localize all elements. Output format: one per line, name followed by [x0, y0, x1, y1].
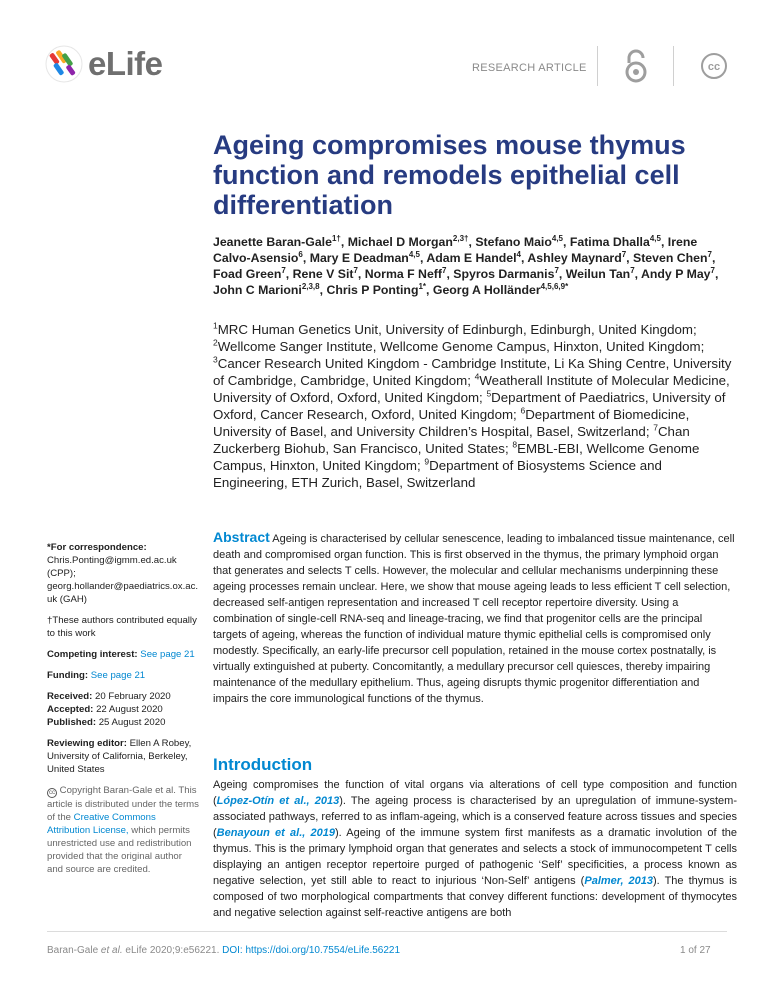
competing-interest [47, 648, 199, 661]
author-affiliation-marker: 7 [441, 265, 447, 275]
author-affiliation-marker: 7 [281, 265, 286, 275]
affiliation-number: 5 [486, 388, 492, 399]
footer-citation-suffix: eLife 2020;9:e56221. [122, 945, 223, 956]
author-name[interactable]: Spyros Darmanis [453, 267, 555, 281]
published-label: Published: [47, 717, 97, 728]
open-access-icon[interactable] [622, 48, 650, 84]
article-title: Ageing compromises mouse thymus function and remodels epithelial cell differentiation [213, 130, 686, 220]
author-name[interactable]: Andy P May [641, 267, 711, 281]
funding-label: Funding: [47, 670, 89, 681]
author-name[interactable]: Adam E Handel [426, 251, 517, 265]
footer-citation-etal: et al. [100, 945, 123, 956]
elife-logo[interactable] [44, 44, 163, 84]
accepted-date: 22 August 2020 [96, 704, 163, 715]
author-name[interactable]: Norma F Neff [364, 267, 442, 281]
author-affiliation-marker: 6 [298, 249, 303, 259]
intro-text-part: ). The ageing process is characterised by an upregulation of immune-system-associated pathways, referred to as inflam-ageing, which is a conserved feature across tissues and species ( [213, 795, 737, 839]
correspondence-block [47, 541, 199, 606]
affiliation-number: 7 [653, 422, 658, 433]
author-affiliation-marker: 4,5 [408, 249, 420, 259]
copyright-notice [47, 784, 199, 876]
author-name[interactable]: Rene V Sit [292, 267, 354, 281]
author-name[interactable]: Weilun Tan [565, 267, 631, 281]
author-affiliation-marker: 7 [707, 249, 712, 259]
doi-link[interactable]: DOI: https://doi.org/10.7554/eLife.56221 [222, 945, 401, 956]
author-affiliation-marker: 2,3,8 [301, 281, 320, 291]
article-info-sidebar [47, 541, 199, 884]
copyright-text-1: Copyright Baran-Gale et al. This article is distributed under the terms of the [47, 785, 199, 823]
author-affiliation-marker: 1* [418, 281, 427, 291]
introduction-text [213, 777, 737, 921]
affiliation-number: 1 [213, 320, 218, 331]
author-affiliation-marker: 7 [554, 265, 559, 275]
author-name[interactable]: Georg A Holländer [432, 283, 541, 297]
author-affiliation-marker: 7 [630, 265, 635, 275]
copyright-text-2: which permits unrestricted use and redistribution provided that the original author and source are credited. [47, 825, 192, 875]
reviewing-editor-name: Ellen A Robey, University of California, Berkeley, United States [47, 738, 192, 775]
author-name[interactable]: Michael D Morgan [347, 235, 453, 249]
author-affiliation-marker: 2,3† [452, 233, 469, 243]
page-number: 1 of 27 [680, 945, 711, 956]
intro-text-part: ). Ageing of the immune system first manifests as a dramatic involution of the thymus. This is the primary lymphoid organ that generates and selects a stock of immunocompetent T cells displaying an antigen receptor repertoire purged of pathogenic ‘Self’ specificities, a process known as negative selection, yet still able to react to injurious ‘Non-Self’ antigens ( [213, 827, 737, 887]
competing-interest-label: Competing interest: [47, 649, 138, 660]
published-date: 25 August 2020 [98, 717, 166, 728]
received-date: 20 February 2020 [95, 691, 171, 702]
header-divider [597, 46, 598, 86]
copyright-cc-icon: cc [49, 790, 55, 796]
affiliation-number: 6 [520, 405, 526, 416]
introduction-heading: Introduction [213, 755, 313, 774]
intro-text-part: Ageing compromises the function of vital organs via alterations of cell type composition and function ( [213, 779, 737, 807]
footer-citation-prefix: Baran-Gale [47, 945, 101, 956]
author-affiliation-marker: 4 [516, 249, 521, 259]
affiliation-text: Weatherall Institute of Molecular Medicine, University of Oxford, Oxford, United Kingdom; [213, 373, 730, 405]
reviewing-editor [47, 737, 199, 776]
affiliation-number: 4 [474, 371, 480, 382]
author-name[interactable]: Chris P Ponting [326, 283, 419, 297]
affiliation-number: 2 [213, 337, 218, 348]
author-affiliation-marker: 4,5,6,9* [540, 281, 569, 291]
competing-interest-link[interactable]: See page 21 [140, 649, 195, 660]
author-name[interactable]: Jeanette Baran-Gale [213, 235, 332, 249]
elife-logo-icon [44, 44, 84, 84]
article-type-label: RESEARCH ARTICLE [472, 62, 587, 74]
received-label: Received: [47, 691, 93, 702]
affiliation-number: 3 [213, 354, 218, 365]
elife-wordmark: eLife [88, 45, 163, 82]
author-name[interactable]: Fatima Dhalla [569, 235, 650, 249]
citation-link[interactable]: Palmer, 2013 [584, 875, 654, 887]
affiliation-text: EMBL-EBI, Wellcome Genome Campus, Hinxton, United Kingdom; [213, 441, 700, 473]
abstract-label: Abstract [213, 529, 270, 545]
author-name[interactable]: John C Marioni [213, 283, 302, 297]
affiliation-text: Chan Zuckerberg Biohub, San Francisco, United States; [213, 424, 690, 456]
citation-link[interactable]: López-Otín et al., 2013 [216, 795, 340, 807]
dates-block [47, 690, 199, 729]
author-affiliation-marker: 7 [710, 265, 715, 275]
author-affiliation-marker: 1† [331, 233, 341, 243]
affiliation-text: MRC Human Genetics Unit, University of Edinburgh, Edinburgh, United Kingdom; [217, 322, 697, 337]
reviewing-editor-label: Reviewing editor: [47, 738, 127, 749]
correspondence-email-1[interactable]: Chris.Ponting@igmm.ed.ac.uk (CPP); [47, 555, 177, 579]
author-name[interactable]: Irene Calvo-Asensio [213, 235, 698, 265]
affiliation-text: Department of Biomedicine, University of Basel, and University Children’s Hospital, Basel, Switzerland; [213, 407, 690, 439]
author-name[interactable]: Foad Green [213, 267, 282, 281]
affiliation-number: 8 [512, 439, 518, 450]
abstract [213, 529, 737, 707]
author-name[interactable]: Mary E Deadman [309, 251, 409, 265]
header-divider [673, 46, 674, 86]
affiliation-text: Department of Paediatrics, University of Oxford, Cancer Research, Oxford, United Kingdom; [213, 390, 726, 422]
author-affiliation-marker: 7 [621, 249, 627, 259]
author-name[interactable]: Stefano Maio [475, 235, 552, 249]
author-affiliation-marker: 4,5 [649, 233, 661, 243]
funding-link[interactable]: See page 21 [90, 670, 146, 681]
funding [47, 669, 199, 682]
correspondence-email-2[interactable]: georg.hollander@paediatrics.ox.ac.uk (GAH) [47, 581, 199, 605]
footer-divider [47, 931, 727, 932]
author-name[interactable]: Ashley Maynard [527, 251, 622, 265]
correspondence-label: *For correspondence: [47, 542, 147, 553]
affiliation-text: Wellcome Sanger Institute, Wellcome Genome Campus, Hinxton, United Kingdom; [217, 339, 705, 354]
affiliations [213, 321, 733, 491]
cc-label: cc [707, 61, 721, 73]
affiliation-text: Cancer Research United Kingdom - Cambridge Institute, Li Ka Shing Centre, University of Cambridge, Cambridge, United Kingdom; [213, 356, 732, 388]
abstract-text: Ageing is characterised by cellular senescence, leading to imbalanced tissue maintenance, cell death and compromised organ function. This is first observed in the thymus, the primary lymphoid organ that generates and selects T cells. However, the molecular and cellular mechanisms underpinning these ageing processes remain unclear. Here, we show that mouse ageing leads to less efficient T cell selection, decreased self-antigen representation and increased T cell receptor repertoire diversity. Using a combination of single-cell RNA-seq and lineage-tracing, we find that progenitor cells are the principal targets of ageing, whereas the function of individual mature thymic epithelial cells is compromised only modestly. Specifically, an early-life precursor cell population, retained in the mouse cortex postnatally, is virtually extinguished at puberty. Concomitantly, a medullary precursor cell quiesces, thereby impairing maintenance of the medullary epithelium. Thus, ageing disrupts thymic progenitor differentiation and impairs the core immunological functions of the thymus. [213, 533, 735, 705]
intro-text-part: ). The thymus is composed of two morphological compartments that convey different functions: development of thymocytes and negative selection against self-reactive antigens are both [213, 875, 738, 919]
footer-citation [47, 945, 400, 956]
author-affiliation-marker: 4,5 [551, 233, 563, 243]
affiliation-text: Department of Biosystems Science and Engineering, ETH Zurich, Basel, Switzerland [213, 458, 662, 490]
equal-contribution-note: †These authors contributed equally to this work [47, 615, 197, 639]
accepted-label: Accepted: [47, 704, 94, 715]
creative-commons-icon[interactable] [700, 52, 728, 80]
author-name[interactable]: Steven Chen [633, 251, 708, 265]
affiliation-number: 9 [424, 456, 430, 467]
cc-license-link[interactable]: Creative Commons Attribution License, [47, 812, 156, 836]
author-affiliation-marker: 7 [353, 265, 358, 275]
citation-link[interactable]: Benayoun et al., 2019 [216, 827, 335, 839]
author-list: Jeanette Baran-Gale$^{1\dagger}$, Michael D Morgan$^{2,3\dagger}$, Stefano Maio$^{4,5}$, Fatima Dhalla$^{4,5}$, Irene Calvo-Asensio$^6$, Mary E Deadman$^{4,5}$, Adam E Handel$^4$, Ashley Maynard$^7$, Steven Chen$^7$, Foad Green$^7$, Rene V Sit$^7$, Norma F Neff$^7$, Spyros Darmanis$^7$, Weilun Tan$^7$, Andy P May$^7$, John C Marioni$^{2,3,8}$, Chris P Ponting$^{1*}$, Georg A Holländer$^{4,5,6,9*}$ [213, 233, 719, 297]
